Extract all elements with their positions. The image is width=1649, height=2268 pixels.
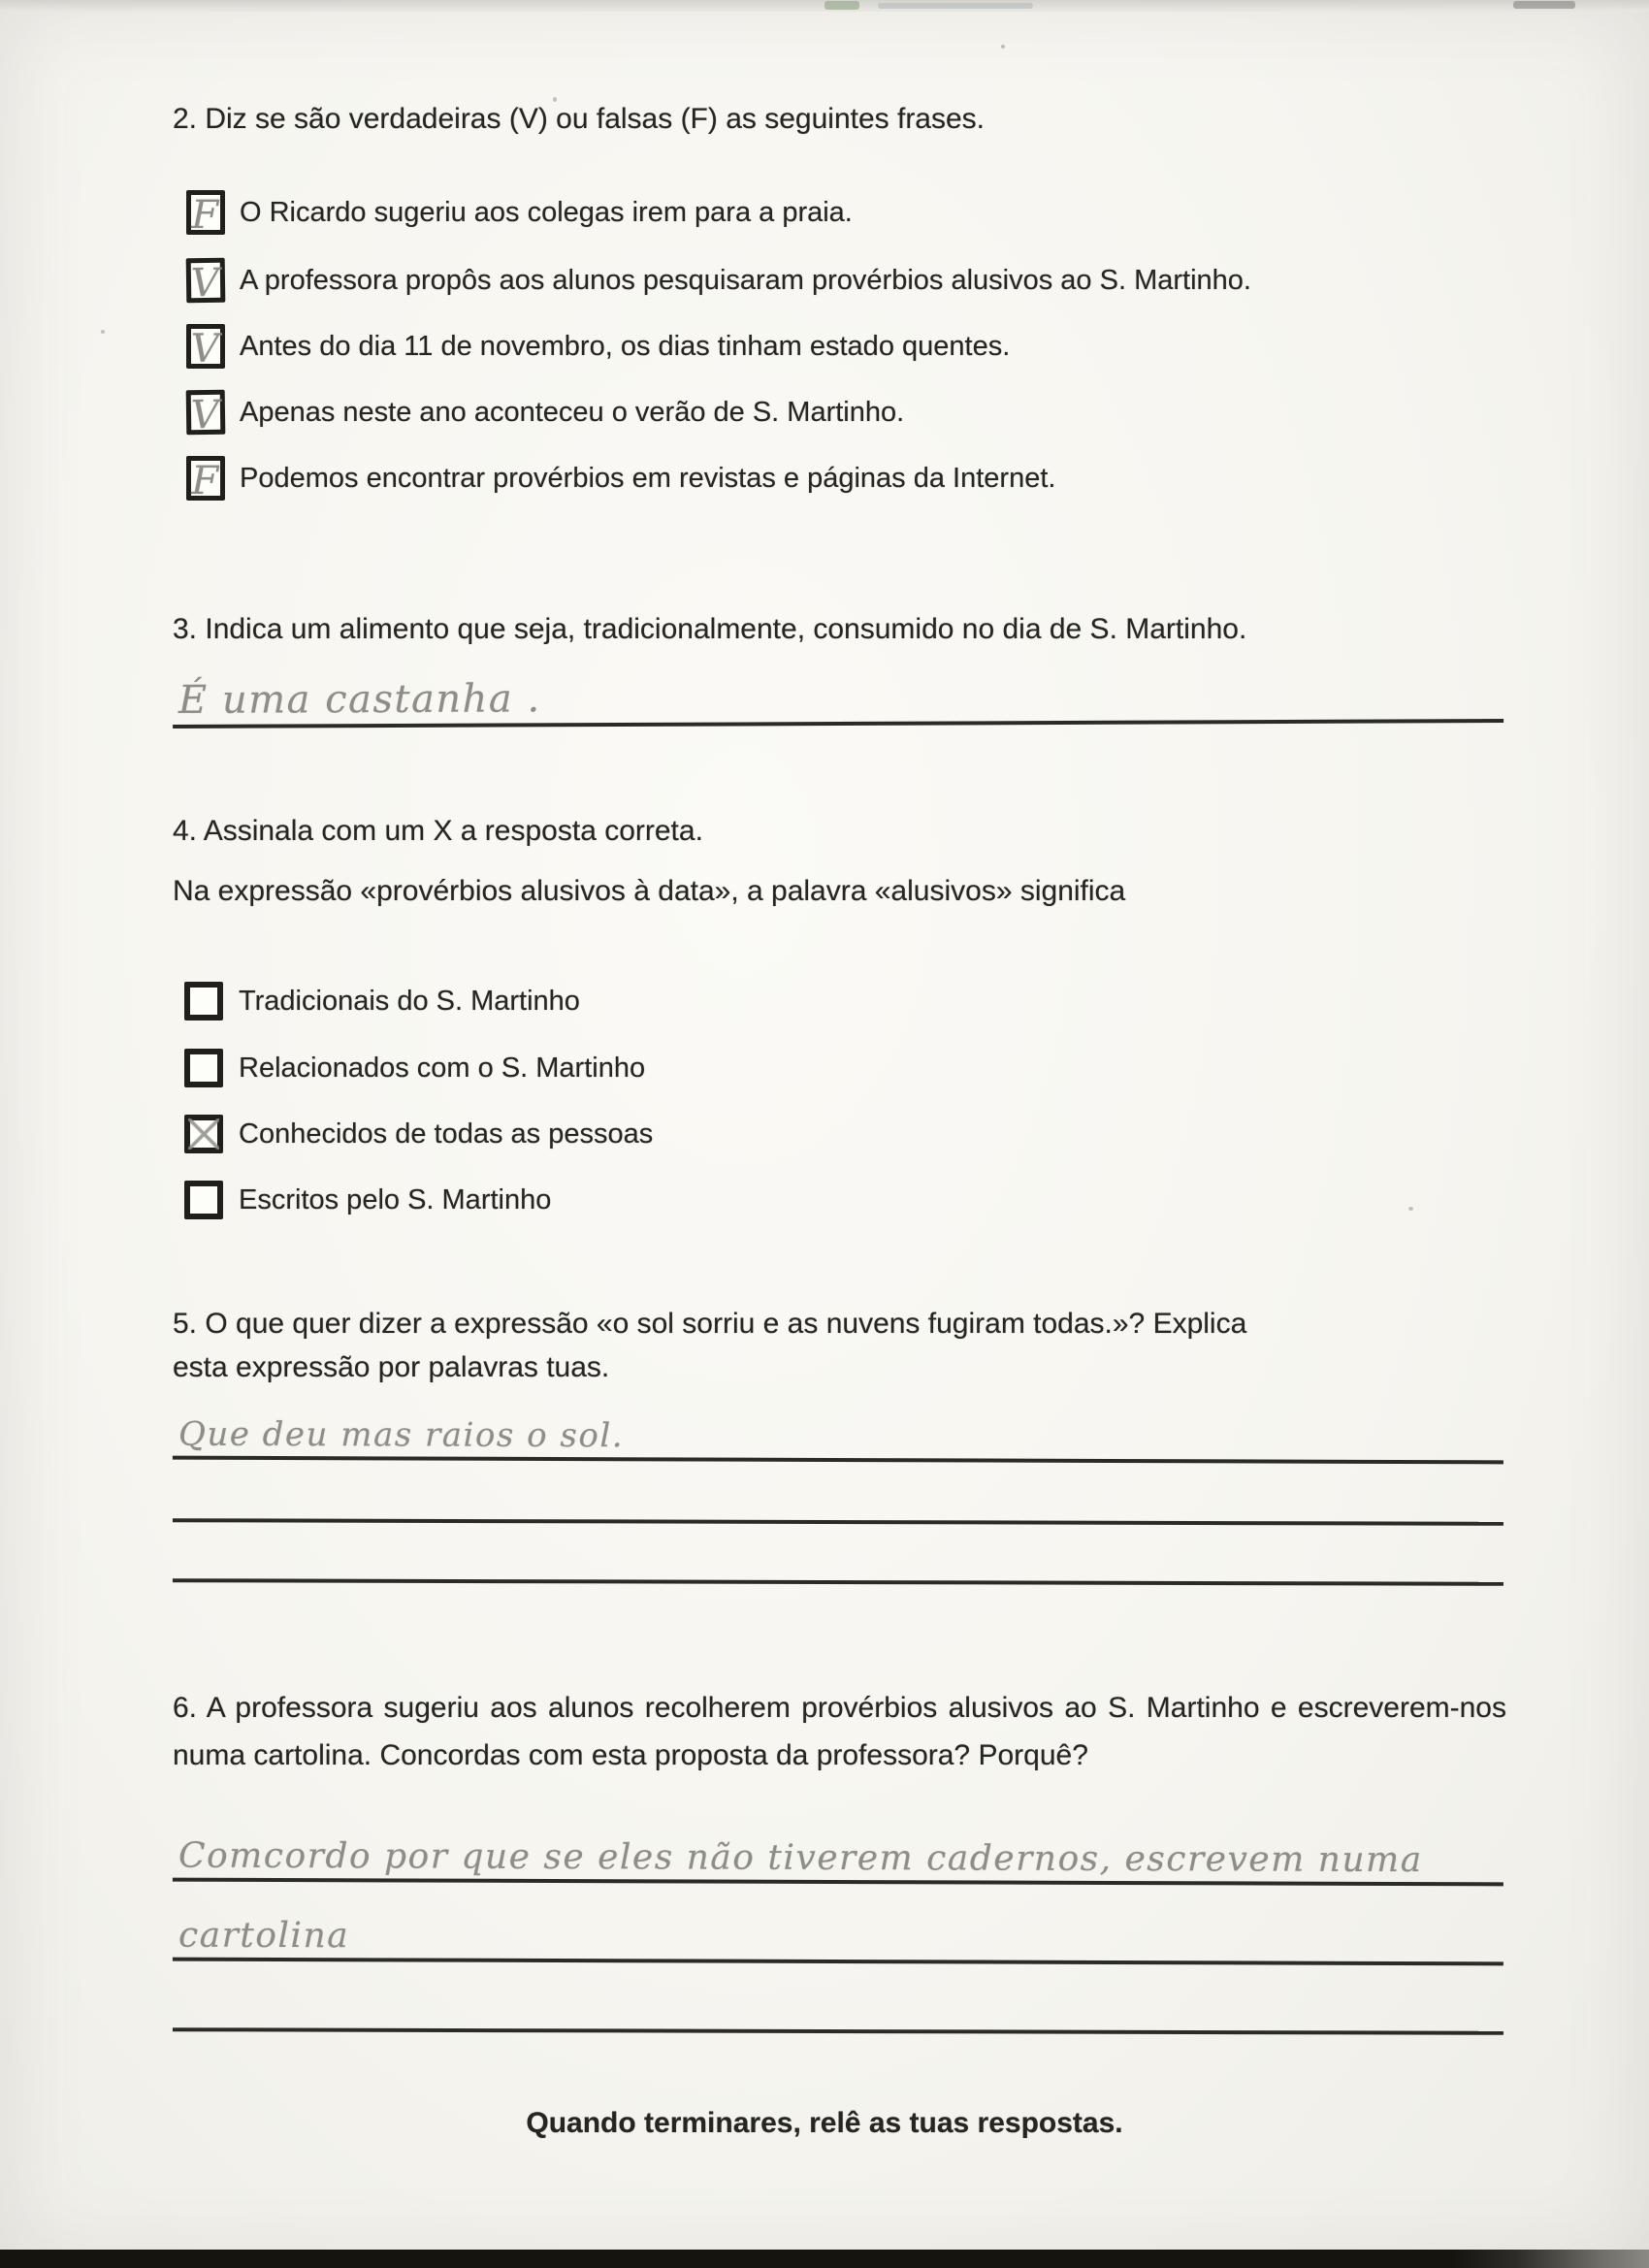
- question-5-prompt: [173, 1302, 1246, 1389]
- handwritten-answer-line1: Comcordo por que se eles não tiverem cadernos, escrevem numa: [178, 1835, 1423, 1881]
- true-false-item-5: [186, 452, 1055, 504]
- question-4-subprompt: Na expressão «provérbios alusivos à data», a palavra «alusivos» significa: [173, 875, 1126, 907]
- footer-instruction: Quando terminares, relê as tuas respostas.: [526, 2107, 1123, 2139]
- handwritten-mark: F: [191, 459, 220, 503]
- statement-text: Antes do dia 11 de novembro, os dias tinham estado quentes.: [240, 330, 1011, 362]
- scan-smudge: [1513, 1, 1575, 9]
- checkbox: [184, 1049, 223, 1087]
- question-4-prompt: 4. Assinala com um X a resposta correta.: [173, 815, 703, 847]
- question-3-prompt: 3. Indica um alimento que seja, tradicionalmente, consumido no dia de S. Martinho.: [173, 613, 1247, 645]
- checkbox: [186, 258, 226, 307]
- true-false-item-1: [186, 186, 853, 239]
- scan-smudge: [824, 1, 859, 10]
- scan-smudge: [878, 3, 1033, 9]
- question-5-prompt-line1: 5. O que quer dizer a expressão «o sol sorriu e as nuvens fugiram todas.»? Explica: [173, 1308, 1247, 1340]
- statement-text: Podemos encontrar provérbios em revistas e páginas da Internet.: [240, 462, 1056, 494]
- checkbox: [186, 190, 225, 238]
- true-false-item-2: [186, 254, 1251, 307]
- option-item-1: [184, 974, 580, 1028]
- handwritten-answer-line2: cartolina: [178, 1915, 350, 1957]
- handwritten-mark: V: [190, 260, 221, 307]
- answer-line: [173, 1409, 1504, 1465]
- option-text: Conhecidos de todas as pessoas: [239, 1118, 654, 1150]
- checkbox: [184, 1181, 223, 1219]
- true-false-item-4: [186, 386, 904, 438]
- handwritten-answer: Que deu mas raios o sol.: [178, 1414, 625, 1456]
- scan-speck: [1001, 45, 1005, 49]
- option-item-3: [184, 1107, 653, 1161]
- answer-line: [173, 1989, 1504, 2035]
- statement-text: A professora propôs aos alunos pesquisaram provérbios alusivos ao S. Martinho.: [240, 264, 1251, 296]
- handwritten-mark: V: [190, 392, 221, 438]
- checkbox: [186, 390, 226, 436]
- scan-speck: [1408, 1207, 1413, 1211]
- true-false-item-3: [186, 320, 1010, 373]
- option-item-2: [184, 1041, 645, 1095]
- statement-text: O Ricardo sugeriu aos colegas irem para a praia.: [240, 196, 853, 228]
- question-2-prompt: 2. Diz se são verdadeiras (V) ou falsas (F) as seguintes frases.: [173, 103, 986, 135]
- option-text: Tradicionais do S. Martinho: [239, 985, 580, 1017]
- checkbox: [186, 456, 225, 501]
- checkbox: [184, 982, 223, 1021]
- question-6-prompt: 6. A professora sugeriu aos alunos recolherem provérbios alusivos ao S. Martinho e escreverem-nos numa cartolina. Concordas com esta proposta da professora? Porquê?: [173, 1692, 1506, 1771]
- handwritten-mark: V: [190, 327, 221, 372]
- option-text: Relacionados com o S. Martinho: [239, 1052, 646, 1084]
- option-text: Escritos pelo S. Martinho: [239, 1183, 552, 1215]
- option-item-4: [184, 1173, 551, 1227]
- scan-bottom-edge: [0, 2250, 1649, 2268]
- answer-line: [173, 1822, 1504, 1887]
- answer-line: [173, 674, 1504, 729]
- scan-speck: [101, 330, 105, 334]
- answer-line: [173, 1479, 1504, 1526]
- answer-line: [173, 1539, 1504, 1586]
- handwritten-answer: É uma castanha .: [178, 676, 541, 723]
- question-5-prompt-line2: esta expressão por palavras tuas.: [173, 1351, 610, 1383]
- x-mark: [188, 1118, 219, 1150]
- answer-line: [173, 1901, 1504, 1966]
- statement-text: Apenas neste ano aconteceu o verão de S. Martinho.: [240, 396, 905, 428]
- checkbox: [186, 324, 225, 372]
- handwritten-mark: F: [191, 193, 220, 238]
- checkbox: [184, 1115, 223, 1153]
